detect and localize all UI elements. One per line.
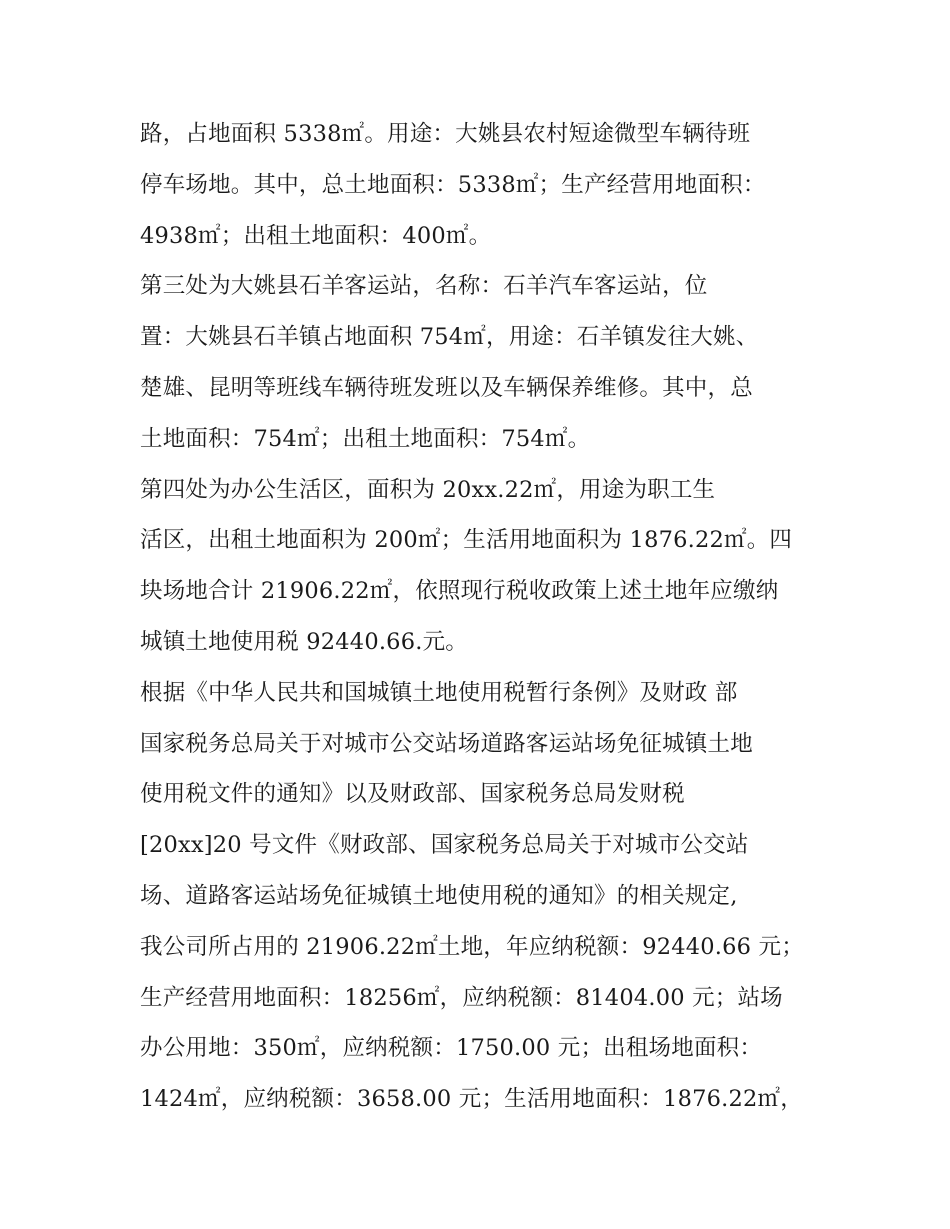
- text-line: 块场地合计 21906.22㎡，依照现行税收政策上述土地年应缴纳: [140, 578, 779, 605]
- text-line: [20xx]20 号文件《财政部、国家税务总局关于对城市公交站: [140, 832, 749, 859]
- text-line: 置：大姚县石羊镇占地面积 754㎡，用途：石羊镇发往大姚、: [140, 324, 759, 351]
- text-line: 办公用地：350㎡，应纳税额：1750.00 元；出租场地面积：: [140, 1035, 763, 1062]
- text-line: 第三处为大姚县石羊客运站，名称：石羊汽车客运站，位: [140, 273, 708, 300]
- document-body: [140, 109, 830, 1125]
- text-line: 第四处为办公生活区，面积为 20xx.22㎡，用途为职工生: [140, 476, 716, 503]
- text-line: 城镇土地使用税 92440.66.元。: [140, 628, 468, 655]
- text-line: 活区，出租土地面积为 200㎡；生活用地面积为 1876.22㎡。四: [140, 527, 793, 554]
- text-line: 1424㎡，应纳税额：3658.00 元；生活用地面积：1876.22㎡，: [140, 1086, 803, 1113]
- text-line: 国家税务总局关于对城市公交站场道路客运站场免征城镇土地: [140, 730, 753, 757]
- text-line: 生产经营用地面积：18256㎡，应纳税额：81404.00 元；站场: [140, 984, 783, 1011]
- text-line: 楚雄、昆明等班线车辆待班发班以及车辆保养维修。其中，总: [140, 374, 753, 401]
- text-line: 使用税文件的通知》以及财政部、国家税务总局发财税: [140, 781, 685, 808]
- text-line: 场、道路客运站场免征城镇土地使用税的通知》的相关规定,: [140, 882, 738, 909]
- text-line: 我公司所占用的 21906.22㎡土地，年应纳税额：92440.66 元；: [140, 933, 804, 960]
- text-line: 土地面积：754㎡；出租土地面积：754㎡。: [140, 425, 591, 452]
- text-line: 停车场地。其中，总土地面积：5338㎡；生产经营用地面积：: [140, 171, 766, 198]
- text-line: 路，占地面积 5338㎡。用途：大姚县农村短途微型车辆待班: [140, 121, 751, 147]
- text-line: 4938㎡；出租土地面积：400㎡。: [140, 222, 492, 249]
- text-line: 根据《中华人民共和国城镇土地使用税暂行条例》及财政 部: [140, 679, 738, 706]
